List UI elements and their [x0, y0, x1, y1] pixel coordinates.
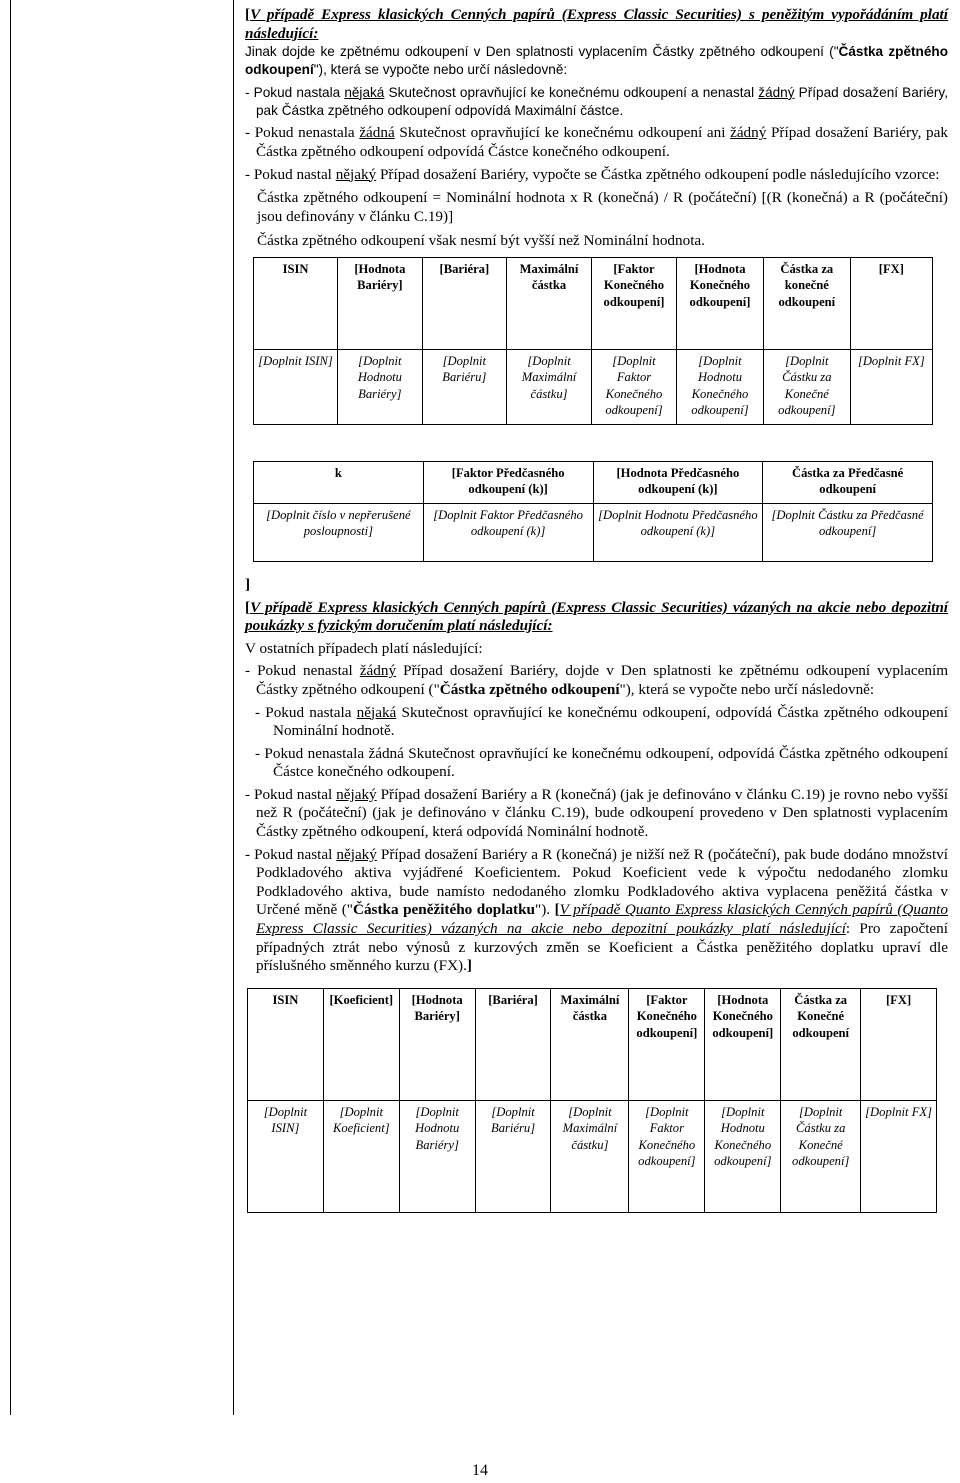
col-early-factor: [Faktor Předčasného odkoupení (k)]: [423, 461, 593, 503]
table-header-row: [248, 988, 937, 1100]
col-max-amount: Maximální částka: [551, 988, 629, 1100]
cell-max-amount: [Doplnit Maximální částku]: [551, 1100, 629, 1212]
section-2-intro: V ostatních případech platí následující:: [245, 639, 483, 657]
section-1-heading: [V případě Express klasických Cenných papírů (Express Classic Securities) s peněžitým vypořádáním platí následující:: [245, 6, 948, 42]
cell-fx: [Doplnit FX]: [850, 349, 932, 424]
col-k: k: [254, 461, 424, 503]
formula: Částka zpětného odkoupení = Nominální hodnota x R (konečná) / R (počáteční) [(R (konečná) a R (počáteční) jsou definovány v článku C.19)]: [257, 189, 948, 225]
section-1-heading-text: V případě Express klasických Cenných papírů (Express Classic Securities) s peněžitým vypořádáním platí následující:: [245, 6, 948, 42]
cell-isin: [Doplnit ISIN]: [248, 1100, 324, 1212]
col-final-factor: [Faktor Konečného odkoupení]: [629, 988, 705, 1100]
section-1-intro: Jinak dojde ke zpětnému odkoupení v Den splatnosti vyplacením Částky zpětného odkoupení ("Částka zpětného odkoupení"), která se vypočte nebo určí následovně:: [245, 44, 949, 78]
table-row: [254, 503, 933, 561]
column-divider-line: [233, 0, 234, 1415]
section-1-bullet-2: - Pokud nenastala žádná Skutečnost opravňující ke konečnému odkoupení ani žádný Případ dosažení Bariéry, pak Částka zpětného odkoupení odpovídá Částce konečného odkoupení.: [245, 124, 948, 160]
cell-k: [Doplnit číslo v nepřerušené posloupnosti]: [254, 503, 424, 561]
closing-bracket: ]: [245, 575, 251, 593]
col-final-amount: Částka za konečné odkoupení: [763, 257, 850, 349]
left-margin-line: [10, 0, 11, 1415]
table-physical-delivery: [247, 988, 937, 1213]
section-2-heading: [V případě Express klasických Cenných papírů (Express Classic Securities) vázaných na akcie nebo depozitní poukázky s fyzickým doručením platí následující:: [245, 598, 948, 635]
cell-isin: [Doplnit ISIN]: [254, 349, 338, 424]
col-final-value: [Hodnota Konečného odkoupení]: [677, 257, 764, 349]
col-final-value: [Hodnota Konečného odkoupení]: [705, 988, 781, 1100]
cell-final-factor: [Doplnit Faktor Konečného odkoupení]: [629, 1100, 705, 1212]
table-early-redemption: [253, 461, 933, 562]
table-final-redemption: [253, 257, 933, 425]
table-row: [248, 1100, 937, 1212]
table-header-row: [254, 257, 933, 349]
cell-final-amount: [Doplnit Částku za Konečné odkoupení]: [763, 349, 850, 424]
section-2-para-1: - Pokud nenastal žádný Případ dosažení Bariéry, dojde v Den splatnosti ke zpětnému odkoupení vyplacením Částky zpětného odkoupení ("Částka zpětného odkoupení"), která se vypočte nebo určí následovně:: [245, 662, 949, 698]
cell-barrier-value: [Doplnit Hodnotu Bariéry]: [338, 349, 423, 424]
document-body: [245, 6, 948, 1213]
col-isin: ISIN: [254, 257, 338, 349]
cell-coefficient: [Doplnit Koeficient]: [323, 1100, 399, 1212]
section-1-bullet-3: - Pokud nastal nějaký Případ dosažení Bariéry, vypočte se Částka zpětného odkoupení podle následujícího vzorce:: [245, 165, 940, 183]
table-row: [254, 349, 933, 424]
cell-final-amount: [Doplnit Částku za Konečné odkoupení]: [781, 1100, 861, 1212]
cell-early-value: [Doplnit Hodnotu Předčasného odkoupení (k)]: [593, 503, 763, 561]
col-barrier: [Bariéra]: [422, 257, 506, 349]
col-barrier-value: [Hodnota Bariéry]: [399, 988, 475, 1100]
cell-final-value: [Doplnit Hodnotu Konečného odkoupení]: [677, 349, 764, 424]
section-2-sub-1: - Pokud nastala nějaká Skutečnost opravňující ke konečnému odkoupení, odpovídá Částka zpětného odkoupení Nominální hodnotě.: [255, 703, 948, 740]
cell-barrier-value: [Doplnit Hodnotu Bariéry]: [399, 1100, 475, 1212]
col-early-amount: Částka za Předčasné odkoupení: [763, 461, 933, 503]
col-max-amount: Maximální částka: [507, 257, 592, 349]
page-number: 14: [472, 1462, 488, 1479]
cell-final-factor: [Doplnit Faktor Konečného odkoupení]: [591, 349, 676, 424]
col-barrier-value: [Hodnota Bariéry]: [338, 257, 423, 349]
col-fx: [FX]: [850, 257, 932, 349]
col-fx: [FX]: [861, 988, 937, 1100]
table-header-row: [254, 461, 933, 503]
col-early-value: [Hodnota Předčasného odkoupení (k)]: [593, 461, 763, 503]
section-2-sub-2: - Pokud nenastala žádná Skutečnost opravňující ke konečnému odkoupení, odpovídá Částka zpětného odkoupení Částce konečného odkoupení.: [255, 744, 948, 781]
cell-max-amount: [Doplnit Maximální částku]: [507, 349, 592, 424]
cell-early-amount: [Doplnit Částku za Předčasné odkoupení]: [763, 503, 933, 561]
limit-note: Částka zpětného odkoupení však nesmí být vyšší než Nominální hodnota.: [257, 232, 705, 250]
col-isin: ISIN: [248, 988, 324, 1100]
cell-barrier: [Doplnit Bariéru]: [475, 1100, 551, 1212]
section-2-heading-text: V případě Express klasických Cenných papírů (Express Classic Securities) vázaných na akcie nebo depozitní poukázky s fyzickým doručením platí následující:: [245, 598, 948, 635]
col-barrier: [Bariéra]: [475, 988, 551, 1100]
section-1-bullet-1: - Pokud nastala nějaká Skutečnost opravňující ke konečnému odkoupení a nenastal žádný Případ dosažení Bariéry, pak Částka zpětného odkoupení odpovídá Maximální částce.: [245, 84, 948, 119]
cell-fx: [Doplnit FX]: [861, 1100, 937, 1212]
cell-early-factor: [Doplnit Faktor Předčasného odkoupení (k)]: [423, 503, 593, 561]
section-2-para-2: - Pokud nastal nějaký Případ dosažení Bariéry a R (konečná) (jak je definováno v článku C.19) je rovno nebo vyšší než R (počáteční) (jak je definováno v článku C.19), bude odkoupení provedeno v Den splatnosti vyplacením Částky zpětného odkoupení, která odpovídá Nominální hodnotě.: [245, 785, 948, 841]
col-final-amount: Částka za Konečné odkoupení: [781, 988, 861, 1100]
section-2-para-3: - Pokud nastal nějaký Případ dosažení Bariéry a R (konečná) je nižší než R (počáteční), pak bude dodáno množství Podkladového aktiva vyjádřené Koeficientem. Pokud Koeficient vede k výpočtu nedodaného zlomku Podkladového aktiva, bude namísto nedodaného zlomku Podkladového aktiva vyplacena peněžitá částka v Určené měně ("Částka peněžitého doplatku"). [V případě Quanto Express klasických Cenných papírů (Quanto Express Classic Securities) vázaných na akcie nebo depozitní poukázky platí následující: Pro započtení případných ztrát nebo výnosů z kurzových změn se Koeficient a Částka peněžitého doplatku upraví dle příslušného směnného kurzu (FX).]: [245, 845, 948, 975]
cell-final-value: [Doplnit Hodnotu Konečného odkoupení]: [705, 1100, 781, 1212]
col-coefficient: [Koeficient]: [323, 988, 399, 1100]
cell-barrier: [Doplnit Bariéru]: [422, 349, 506, 424]
col-final-factor: [Faktor Konečného odkoupení]: [591, 257, 676, 349]
